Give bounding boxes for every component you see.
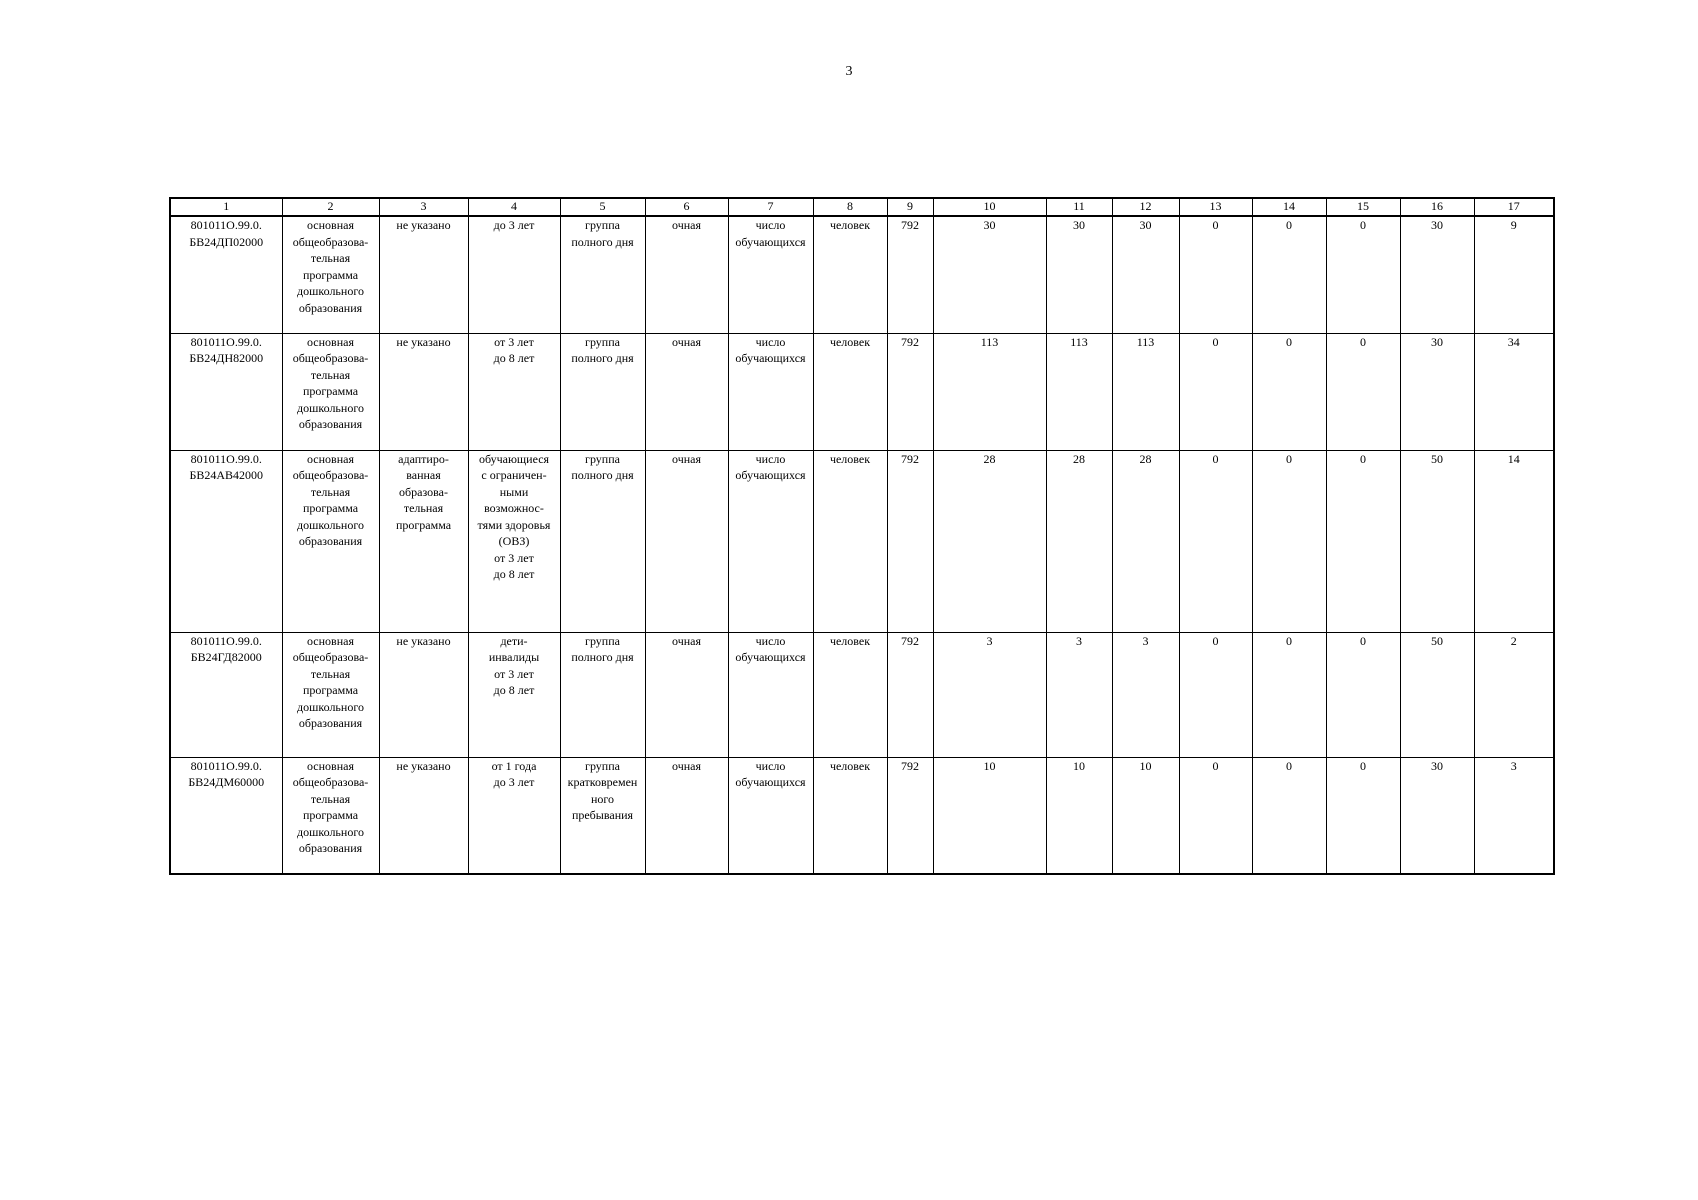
education-form: очная [645, 216, 728, 333]
column-header: 8 [813, 198, 887, 216]
age-category: обучающиеся с ограничен- ными возможнос- тями здоровья (ОВЗ) от 3 лет до 8 лет [468, 450, 560, 632]
program-kind: не указано [379, 757, 468, 874]
program-kind: не указано [379, 333, 468, 450]
registry-code: 801011О.99.0. БВ24ГД82000 [170, 632, 282, 757]
table-row [170, 216, 1554, 333]
program-kind: не указано [379, 632, 468, 757]
okei-code: 792 [887, 757, 933, 874]
value-cell: 9 [1474, 216, 1554, 333]
age-category: от 3 лет до 8 лет [468, 333, 560, 450]
value-cell: 113 [1046, 333, 1112, 450]
value-cell: 10 [1112, 757, 1179, 874]
column-header: 3 [379, 198, 468, 216]
column-header: 17 [1474, 198, 1554, 216]
education-form: очная [645, 333, 728, 450]
unit-name: человек [813, 450, 887, 632]
value-cell: 3 [1046, 632, 1112, 757]
value-cell: 50 [1400, 450, 1474, 632]
education-form: очная [645, 757, 728, 874]
education-form: очная [645, 450, 728, 632]
table-row [170, 333, 1554, 450]
column-header: 13 [1179, 198, 1252, 216]
value-cell: 30 [1400, 216, 1474, 333]
value-cell: 30 [933, 216, 1046, 333]
column-header: 1 [170, 198, 282, 216]
value-cell: 0 [1326, 216, 1400, 333]
registry-code: 801011О.99.0. БВ24ДП02000 [170, 216, 282, 333]
program-name: основная общеобразова- тельная программа дошкольного образования [282, 333, 379, 450]
value-cell: 28 [933, 450, 1046, 632]
education-form: очная [645, 632, 728, 757]
value-cell: 113 [933, 333, 1046, 450]
value-cell: 3 [1112, 632, 1179, 757]
stay-group: группа полного дня [560, 450, 645, 632]
program-name: основная общеобразова- тельная программа дошкольного образования [282, 450, 379, 632]
stay-group: группа полного дня [560, 333, 645, 450]
table-row [170, 450, 1554, 632]
value-cell: 0 [1326, 333, 1400, 450]
indicator-name: число обучающихся [728, 450, 813, 632]
column-header: 10 [933, 198, 1046, 216]
value-cell: 34 [1474, 333, 1554, 450]
unit-name: человек [813, 757, 887, 874]
program-kind: адаптиро- ванная образова- тельная программа [379, 450, 468, 632]
stay-group: группа полного дня [560, 216, 645, 333]
value-cell: 0 [1179, 450, 1252, 632]
column-header: 4 [468, 198, 560, 216]
value-cell: 0 [1252, 632, 1326, 757]
value-cell: 10 [1046, 757, 1112, 874]
okei-code: 792 [887, 632, 933, 757]
value-cell: 0 [1252, 450, 1326, 632]
column-header: 15 [1326, 198, 1400, 216]
page-number: 3 [845, 64, 853, 79]
value-cell: 0 [1326, 632, 1400, 757]
value-cell: 0 [1252, 333, 1326, 450]
value-cell: 2 [1474, 632, 1554, 757]
column-header: 9 [887, 198, 933, 216]
program-name: основная общеобразова- тельная программа дошкольного образования [282, 216, 379, 333]
value-cell: 30 [1112, 216, 1179, 333]
value-cell: 50 [1400, 632, 1474, 757]
value-cell: 0 [1252, 757, 1326, 874]
indicator-name: число обучающихся [728, 216, 813, 333]
column-header: 11 [1046, 198, 1112, 216]
value-cell: 3 [933, 632, 1046, 757]
unit-name: человек [813, 632, 887, 757]
value-cell: 10 [933, 757, 1046, 874]
okei-code: 792 [887, 333, 933, 450]
column-header: 14 [1252, 198, 1326, 216]
value-cell: 0 [1179, 757, 1252, 874]
column-number-row [170, 198, 1554, 216]
column-header: 12 [1112, 198, 1179, 216]
stay-group: группа полного дня [560, 632, 645, 757]
value-cell: 0 [1179, 333, 1252, 450]
unit-name: человек [813, 216, 887, 333]
age-category: дети- инвалиды от 3 лет до 8 лет [468, 632, 560, 757]
value-cell: 0 [1252, 216, 1326, 333]
value-cell: 113 [1112, 333, 1179, 450]
column-header: 16 [1400, 198, 1474, 216]
okei-code: 792 [887, 216, 933, 333]
service-volume-table [169, 197, 1555, 875]
program-name: основная общеобразова- тельная программа дошкольного образования [282, 632, 379, 757]
value-cell: 30 [1400, 333, 1474, 450]
value-cell: 0 [1326, 757, 1400, 874]
age-category: от 1 года до 3 лет [468, 757, 560, 874]
program-kind: не указано [379, 216, 468, 333]
registry-code: 801011О.99.0. БВ24ДМ60000 [170, 757, 282, 874]
value-cell: 28 [1046, 450, 1112, 632]
program-name: основная общеобразова- тельная программа дошкольного образования [282, 757, 379, 874]
value-cell: 30 [1046, 216, 1112, 333]
table-row [170, 757, 1554, 874]
value-cell: 28 [1112, 450, 1179, 632]
column-header: 2 [282, 198, 379, 216]
column-header: 6 [645, 198, 728, 216]
indicator-name: число обучающихся [728, 757, 813, 874]
column-header: 5 [560, 198, 645, 216]
value-cell: 0 [1326, 450, 1400, 632]
value-cell: 14 [1474, 450, 1554, 632]
indicator-name: число обучающихся [728, 333, 813, 450]
value-cell: 30 [1400, 757, 1474, 874]
value-cell: 0 [1179, 216, 1252, 333]
table-row [170, 632, 1554, 757]
unit-name: человек [813, 333, 887, 450]
value-cell: 3 [1474, 757, 1554, 874]
column-header: 7 [728, 198, 813, 216]
stay-group: группа кратковремен ного пребывания [560, 757, 645, 874]
value-cell: 0 [1179, 632, 1252, 757]
registry-code: 801011О.99.0. БВ24АВ42000 [170, 450, 282, 632]
okei-code: 792 [887, 450, 933, 632]
age-category: до 3 лет [468, 216, 560, 333]
registry-code: 801011О.99.0. БВ24ДН82000 [170, 333, 282, 450]
indicator-name: число обучающихся [728, 632, 813, 757]
